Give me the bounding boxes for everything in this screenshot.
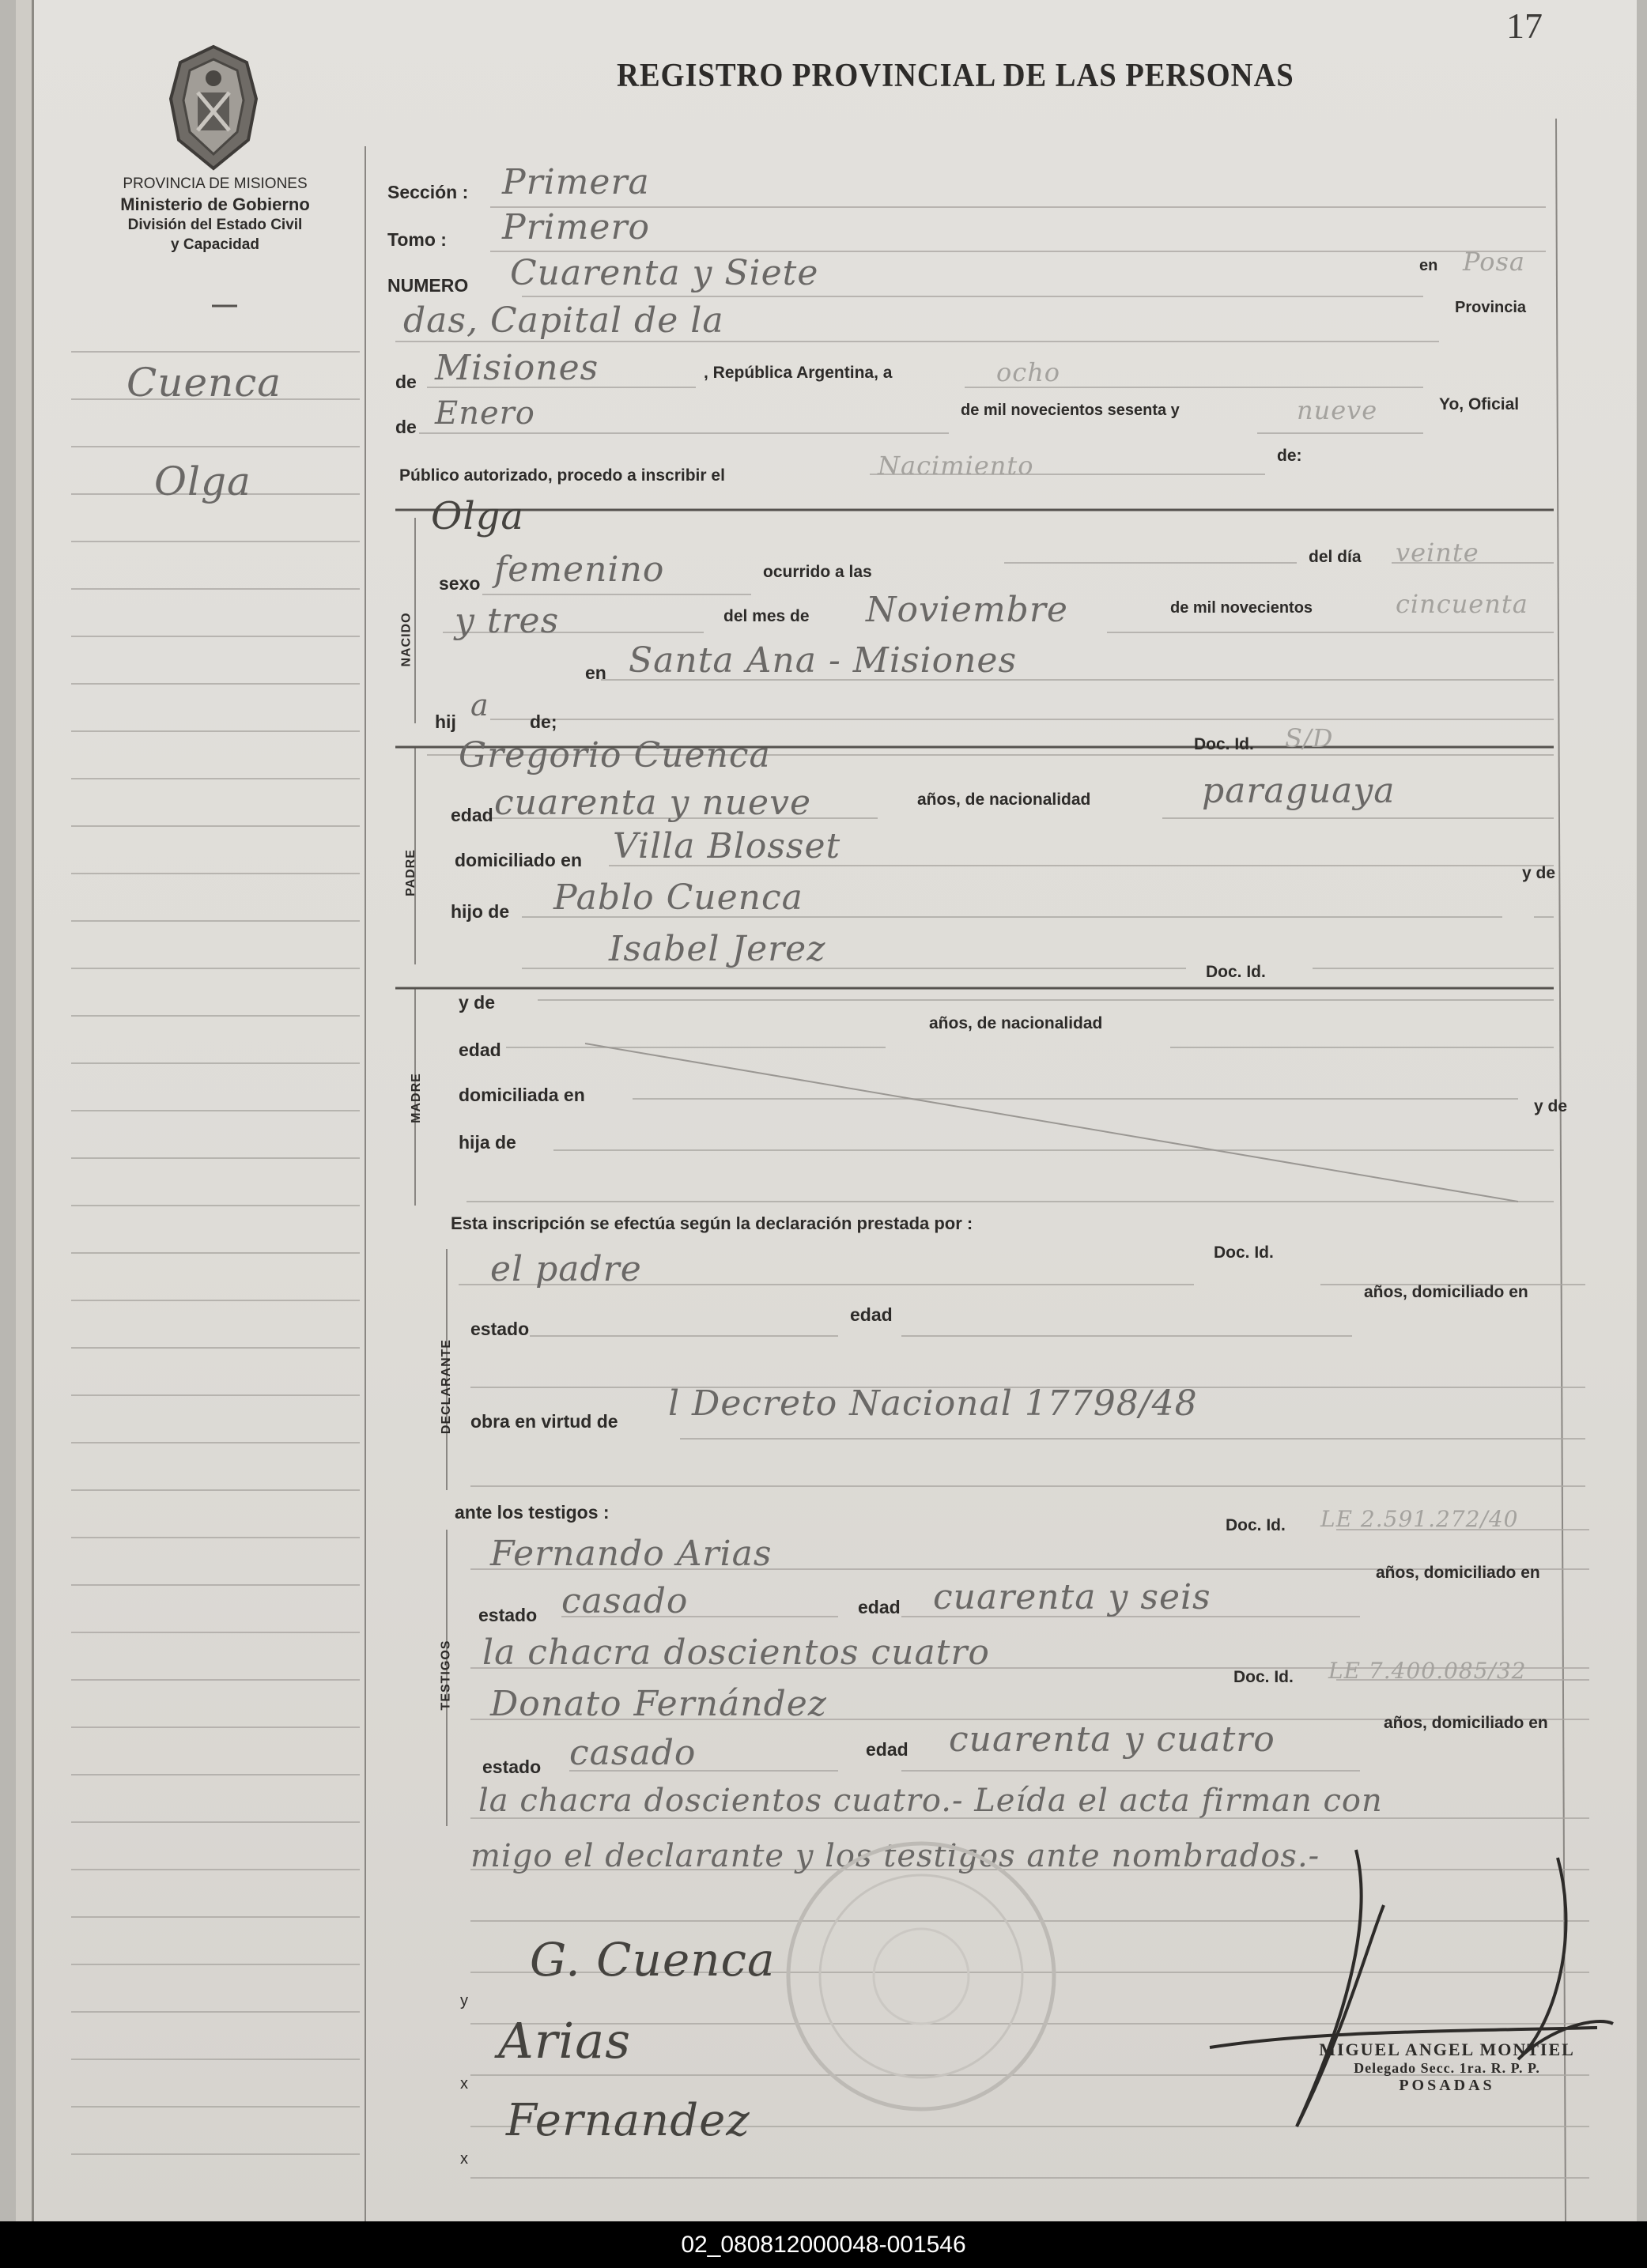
padre-hijo-de-label: hijo de: [451, 901, 510, 922]
testigo2-domicilio-value: la chacra doscientos cuatro.- Leída el acta firman con: [478, 1783, 1383, 1819]
signature-declarante: G. Cuenca: [530, 1933, 776, 1987]
anio-value: nueve: [1297, 395, 1378, 425]
padre-nacionalidad-value: paraguaya: [1202, 771, 1396, 811]
testigo1-estado-value: casado: [561, 1581, 689, 1621]
testigo1-nombre-value: Fernando Arias: [490, 1534, 773, 1574]
sexo-value: femenino: [494, 549, 665, 590]
dia-nacimiento-value: veinte: [1396, 538, 1479, 568]
padre-anos-nac-label: años, de nacionalidad: [917, 791, 1091, 809]
yo-oficial-label: Yo, Oficial: [1439, 395, 1520, 413]
stamp-title: Delegado Secc. 1ra. R. P. P.: [1354, 2060, 1540, 2076]
padre-y-de-label: y de: [1522, 864, 1556, 882]
seccion-label: Sección :: [387, 182, 469, 202]
numero-value: Cuarenta y Siete: [510, 253, 819, 293]
declarante-anos-label: años, domiciliado en: [1364, 1283, 1528, 1301]
closing-statement: migo el declarante y los testigos ante nombrados.-: [470, 1838, 1320, 1874]
sexo-label: sexo: [439, 573, 481, 594]
org-capacity: y Capacidad: [171, 236, 259, 253]
section-label-nacido: NACIDO: [399, 612, 414, 667]
org-ministry: Ministerio de Gobierno: [120, 194, 310, 214]
declarante-value: el padre: [490, 1249, 642, 1289]
tomo-label: Tomo :: [387, 229, 447, 250]
margin-given-name: Olga: [154, 459, 251, 504]
signature-mark-3: x: [460, 2150, 468, 2168]
dia-nacimiento-cont: y tres: [455, 601, 560, 641]
org-header: [65, 174, 365, 255]
esta-inscripcion-label: Esta inscripción se efectúa según la declaración prestada por :: [451, 1213, 973, 1233]
testigo2-edad-value: cuarenta y cuatro: [949, 1719, 1275, 1760]
padre-doc-value: S/D: [1285, 723, 1334, 753]
stamp-name: MIGUEL ANGEL MONTIEL: [1319, 2040, 1575, 2059]
de-mil-sesenta-label: de mil novecientos sesenta y: [961, 402, 1180, 419]
madre-y-de-label: y de: [459, 992, 496, 1013]
ante-testigos-label: ante los testigos :: [455, 1502, 610, 1523]
madre-domiciliada-label: domiciliada en: [459, 1085, 585, 1105]
padre-second-doc-label: Doc. Id.: [1206, 963, 1266, 981]
mes-value: Enero: [435, 395, 535, 432]
tomo-value: Primero: [502, 207, 650, 247]
testigo1-doc-value: LE 2.591.272/40: [1320, 1506, 1519, 1532]
padre-madre-value: Isabel Jerez: [609, 929, 826, 969]
testigo2-nombre-value: Donato Fernández: [490, 1684, 827, 1724]
de-mil-nov-label: de mil novecientos: [1170, 599, 1313, 617]
padre-doc-label: Doc. Id.: [1194, 735, 1254, 753]
testigo1-estado-label: estado: [478, 1605, 538, 1625]
hij-suffix-value: a: [470, 688, 489, 723]
officer-signature: [1186, 1834, 1629, 2166]
provincia-value: Misiones: [435, 348, 599, 388]
testigo2-doc-value: LE 7.400.085/32: [1328, 1658, 1527, 1684]
provincia-label: Provincia: [1455, 299, 1527, 316]
section-label-testigos: TESTIGOS: [439, 1640, 453, 1711]
official-seal: [779, 1834, 1063, 2119]
section-label-declarante: DECLARANTE: [440, 1338, 454, 1435]
decreto-value: l Decreto Nacional 17798/48: [668, 1383, 1198, 1424]
obra-label: obra en virtud de: [470, 1411, 618, 1432]
padre-domicilio-value: Villa Blosset: [613, 826, 841, 866]
publico-label: Público autorizado, procedo a inscribir el: [399, 466, 725, 485]
padre-nombre-value: Gregorio Cuenca: [459, 735, 771, 775]
en-value: Posa: [1463, 247, 1525, 277]
ocurrido-label: ocurrido a las: [763, 563, 872, 581]
page-number: 17: [1506, 6, 1543, 46]
padre-hijo-de-value: Pablo Cuenca: [553, 877, 803, 918]
testigo2-estado-value: casado: [569, 1733, 697, 1773]
de-colon-label: de:: [1277, 447, 1302, 465]
testigo1-edad-label: edad: [858, 1597, 901, 1617]
numero-continuation: das, Capital de la: [403, 300, 724, 341]
signature-mark-2: x: [460, 2075, 468, 2093]
madre-hija-de-label: hija de: [459, 1132, 516, 1153]
de-label-1: de: [395, 372, 417, 392]
testigo2-edad-label: edad: [866, 1739, 908, 1760]
madre-y-de-label-2: y de: [1534, 1097, 1568, 1115]
signature-mark-1: y: [460, 1992, 468, 2010]
lugar-nacimiento-value: Santa Ana - Misiones: [629, 640, 1018, 681]
padre-edad-value: cuarenta y nueve: [494, 783, 811, 823]
padre-edad-label: edad: [451, 805, 493, 825]
en-label: en: [1419, 257, 1438, 274]
testigo2-estado-label: estado: [482, 1757, 542, 1777]
acto-value: Nacimiento: [878, 451, 1034, 481]
testigo1-edad-value: cuarenta y seis: [933, 1577, 1211, 1617]
dia-value: ocho: [996, 357, 1061, 387]
signature-testigo-2: Fernandez: [506, 2095, 750, 2146]
hij-label: hij: [435, 711, 456, 732]
testigo1-doc-label: Doc. Id.: [1226, 1516, 1286, 1534]
org-province: PROVINCIA DE MISIONES: [123, 175, 308, 192]
padre-domiciliado-label: domiciliado en: [455, 850, 583, 870]
en-nacimiento-label: en: [585, 662, 606, 683]
declarante-estado-label: estado: [470, 1319, 530, 1339]
mes-nacimiento-value: Noviembre: [866, 590, 1068, 630]
testigo1-anos-label: años, domiciliado en: [1376, 1564, 1540, 1582]
document-page: [16, 0, 1637, 2221]
margin-surname: Cuenca: [127, 360, 282, 406]
stamp-city: POSADAS: [1399, 2077, 1495, 2094]
hij-de-label: de;: [530, 711, 557, 732]
document-title: REGISTRO PROVINCIAL DE LAS PERSONAS: [617, 58, 1294, 94]
republica-label: , República Argentina, a: [704, 364, 893, 382]
del-mes-label: del mes de: [723, 607, 810, 625]
section-label-padre: PADRE: [403, 849, 417, 896]
numero-label: NUMERO: [387, 275, 469, 296]
madre-anos-nac-label: años, de nacionalidad: [929, 1014, 1103, 1032]
declarante-doc-label: Doc. Id.: [1214, 1243, 1274, 1262]
officer-stamp: [1289, 2040, 1605, 2095]
org-division: División del Estado Civil: [127, 217, 303, 233]
image-caption: 02_080812000048-001546: [0, 2221, 1647, 2268]
signature-testigo-1: Arias: [498, 2012, 632, 2070]
section-label-madre: MADRE: [409, 1073, 423, 1123]
madre-edad-label: edad: [459, 1040, 501, 1060]
testigo2-anos-label: años, domiciliado en: [1384, 1714, 1548, 1732]
testigo2-doc-label: Doc. Id.: [1233, 1668, 1294, 1686]
testigo1-domicilio-value: la chacra doscientos cuatro: [482, 1632, 990, 1673]
de-label-2: de: [395, 417, 417, 437]
coat-of-arms-emblem: [158, 43, 269, 174]
del-dia-label: del día: [1309, 548, 1362, 566]
nombre-value: Olga: [431, 494, 525, 538]
seccion-value: Primera: [502, 162, 650, 202]
declarante-edad-label: edad: [850, 1304, 893, 1325]
anio-nacimiento-value: cincuenta: [1396, 589, 1528, 619]
